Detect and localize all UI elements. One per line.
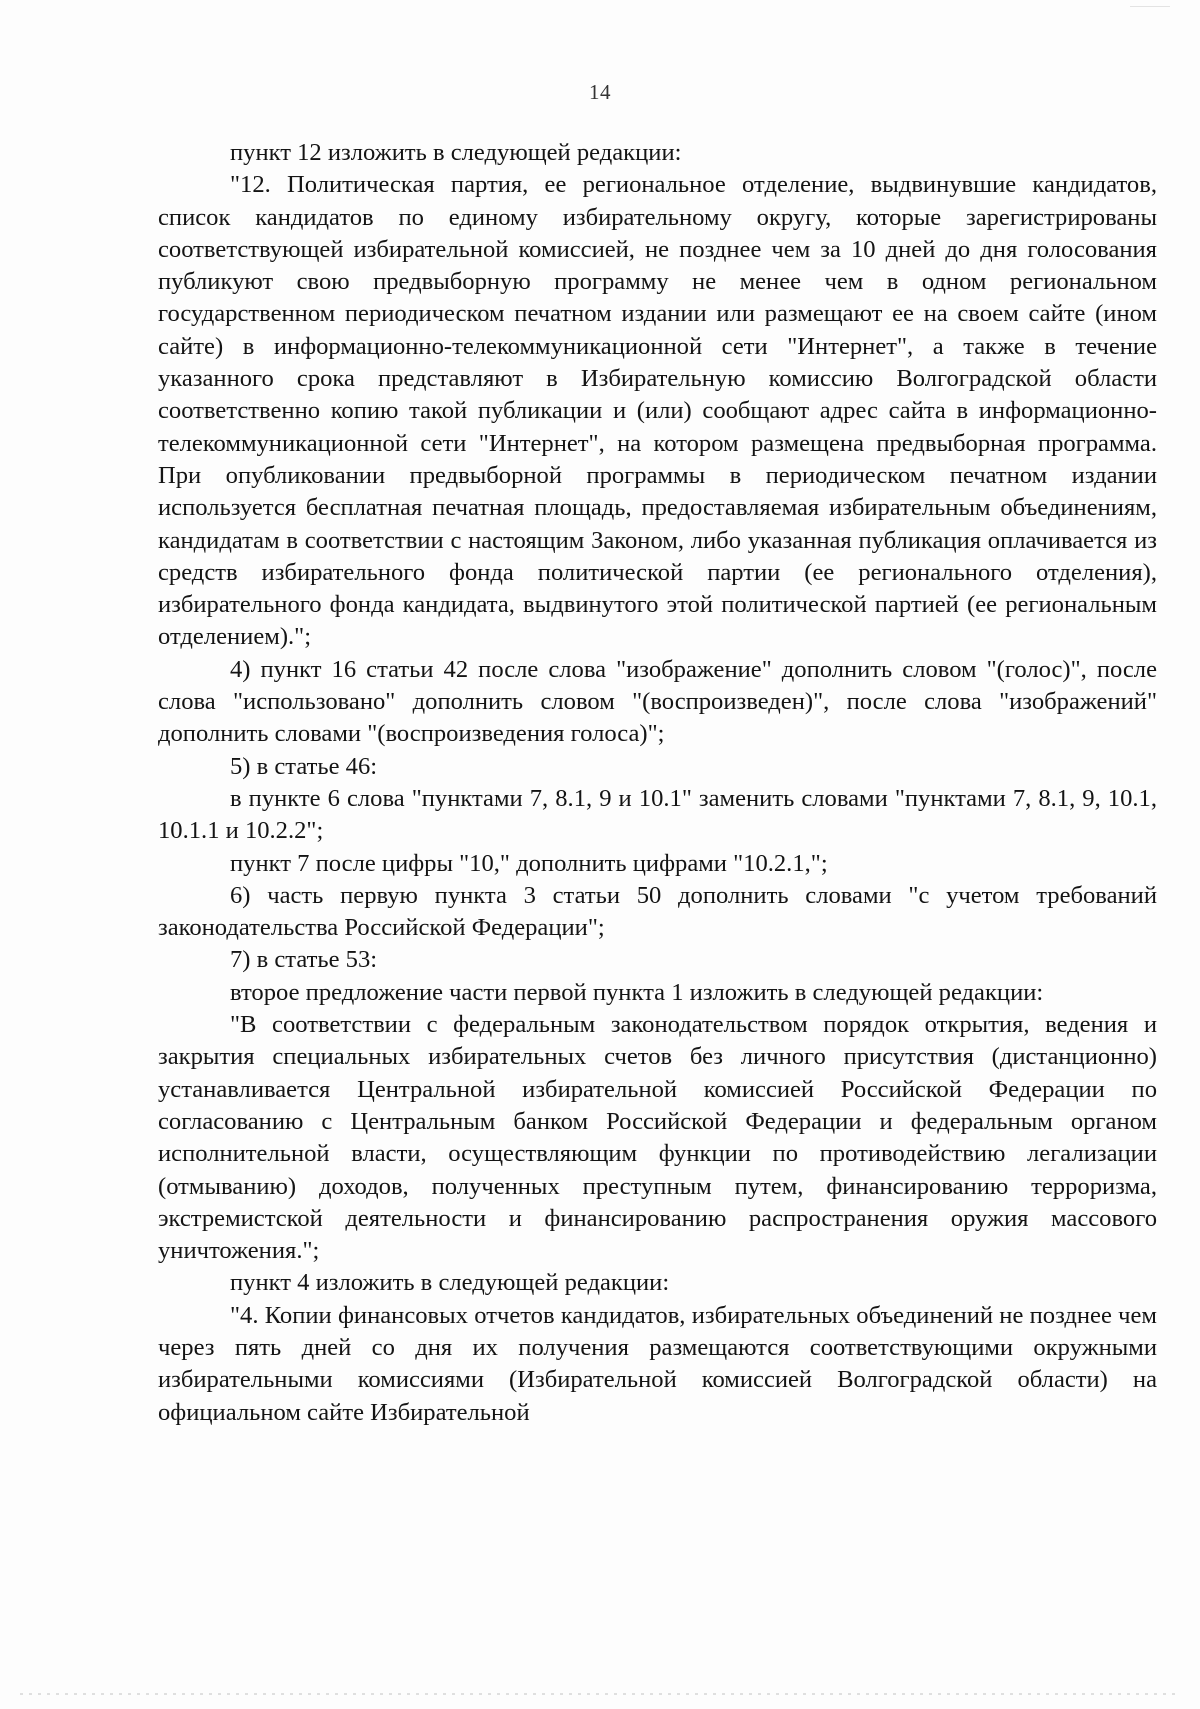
paragraph-item-4-text: "4. Копии финансовых отчетов кандидатов, избирательных объединений не позднее чем через пять дней со дня их получения размещаются соответствующими окружными избирательными комиссиями (Избирательной комиссией Волгоградской области) на официальном сайте Избирательной — [158, 1301, 1157, 1426]
paragraph-amend-6: 6) часть первую пункта 3 статьи 50 дополнить словами "с учетом требований законодательства Российской Федерации"; — [158, 881, 1157, 942]
paragraph-amend-7-item-4: пункт 4 изложить в следующей редакции: — [230, 1269, 670, 1297]
page-number: 14 — [589, 80, 611, 104]
scan-artifact — [1130, 6, 1170, 7]
scan-artifact-bottom — [20, 1693, 1180, 1695]
paragraph-amend-5-item-6: в пункте 6 слова "пунктами 7, 8.1, 9 и 10.1" заменить словами "пунктами 7, 8.1, 9, 10.1, 10.1.1 и 10.2.2"; — [158, 784, 1157, 845]
paragraph-amend-4: 4) пункт 16 статьи 42 после слова "изображение" дополнить словом "(голос)", после слова "использовано" дополнить словом "(воспроизведен)", после слова "изображений" дополнить словами "(воспроизведения голоса)"; — [158, 655, 1157, 748]
paragraph-amend-7: 7) в статье 53: — [230, 946, 378, 974]
paragraph-amend-item-12: пункт 12 изложить в следующей редакции: — [230, 139, 682, 166]
paragraph-amend-5-item-7: пункт 7 после цифры "10," дополнить цифрами "10.2.1,"; — [230, 849, 828, 877]
paragraph-item-1-text: "В соответствии с федеральным законодательством порядок открытия, ведения и закрытия специальных избирательных счетов без личного присутствия (дистанционно) устанавливается Центральной избирательной комиссией Российской Федерации по согласованию с Центральным банком Российской Федерации и федеральным органом исполнительной власти, осуществляющим функции по противодействию легализации (отмыванию) доходов, полученных преступным путем, финансированию терроризма, экстремистской деятельности и финансированию распространения оружия массового уничтожения."; — [158, 1011, 1157, 1265]
paragraph-amend-5: 5) в статье 46: — [230, 752, 378, 780]
paragraph-item-12-text: "12. Политическая партия, ее региональное отделение, выдвинувшие кандидатов, список кандидатов по единому избирательному округу, которые зарегистрированы соответствующей избирательной комиссией, не позднее чем за 10 дней до дня голосования публикуют свою предвыборную программу не менее чем в одном региональном государственном периодическом печатном издании или размещают ее на своем сайте (ином сайте) в информационно-телекоммуникационной сети "Интернет", а также в течение указанного срока представляют в Избирательную комиссию Волгоградской области соответственно копию такой публикации и (или) сообщают адрес сайта в информационно-телекоммуникационной сети "Интернет", на котором размещена предвыборная программа. При опубликовании предвыборной программы в периодическом печатном издании используется бесплатная печатная площадь, предоставляемая избирательным объединениям, кандидатам в соответствии с настоящим Законом, либо указанная публикация оплачивается из средств избирательного фонда политической партии (ее регионального отделения), избирательного фонда кандидата, выдвинутого этой политической партией (ее региональным отделением)."; — [158, 171, 1157, 651]
document-body — [158, 137, 1157, 1429]
paragraph-amend-7-item-1: второе предложение части первой пункта 1 изложить в следующей редакции: — [230, 978, 1044, 1006]
